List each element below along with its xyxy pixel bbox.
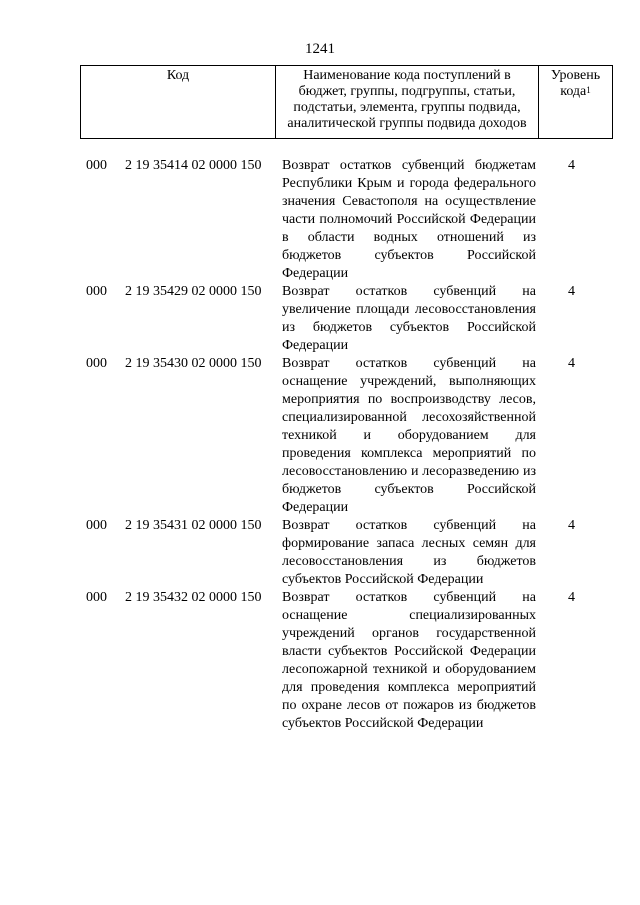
header-name-line: Наименование кода поступлений в <box>303 68 511 83</box>
header-level <box>539 66 612 138</box>
income-code: 2 19 35432 02 0000 150 <box>125 590 262 605</box>
header-name <box>276 66 539 138</box>
code-level: 4 <box>568 158 575 173</box>
income-name: Возврат остатков субвенций на оснащение учреждений, выполняющих мероприятия по воспроизводству лесов, специализированной лесохозяйственной техникой и оборудованием для проведения комплекса мероприятий по лесовосстановлению и лесоразведению из бюджетов субъектов Российской Федерации <box>282 356 536 515</box>
header-level-line2 <box>539 84 612 100</box>
header-name-line: аналитической группы подвида доходов <box>287 116 527 131</box>
income-code: 2 19 35414 02 0000 150 <box>125 158 262 173</box>
income-code: 2 19 35431 02 0000 150 <box>125 518 262 533</box>
admin-code: 000 <box>86 518 107 533</box>
table-row <box>80 157 613 283</box>
table-body <box>80 157 613 733</box>
code-level: 4 <box>568 284 575 299</box>
income-code: 2 19 35430 02 0000 150 <box>125 356 262 371</box>
income-name: Возврат остатков субвенций на оснащение специализированных учреждений органов государственной власти субъектов Российской Федерации лесопожарной техникой и оборудованием для проведения комплекса мероприятий по охране лесов от пожаров из бюджетов субъектов Российской Федерации <box>282 590 536 731</box>
table-row <box>80 283 613 355</box>
admin-code: 000 <box>86 284 107 299</box>
code-level: 4 <box>568 518 575 533</box>
header-code: Код <box>81 66 276 138</box>
admin-code: 000 <box>86 356 107 371</box>
admin-code: 000 <box>86 590 107 605</box>
income-name: Возврат остатков субвенций на формирование запаса лесных семян для лесовосстановления из бюджетов субъектов Российской Федерации <box>282 518 536 587</box>
code-level: 4 <box>568 356 575 371</box>
header-level-line1: Уровень <box>550 68 601 83</box>
header-name-line: бюджет, группы, подгруппы, статьи, <box>298 84 516 99</box>
income-name: Возврат остатков субвенций бюджетам Республики Крым и города федерального значения Севастополя на осуществление части полномочий Российской Федерации в области водных отношений из бюджетов субъектов Российской Федерации <box>282 158 536 281</box>
footnote-marker: 1 <box>586 85 591 95</box>
admin-code: 000 <box>86 158 107 173</box>
page-number: 1241 <box>305 41 335 57</box>
table-row <box>80 517 613 589</box>
code-level: 4 <box>568 590 575 605</box>
table-row <box>80 589 613 733</box>
income-code: 2 19 35429 02 0000 150 <box>125 284 262 299</box>
header-name-line: подстатьи, элемента, группы подвида, <box>293 100 521 115</box>
table-header <box>80 65 613 139</box>
income-name: Возврат остатков субвенций на увеличение площади лесовосстановления из бюджетов субъектов Российской Федерации <box>282 284 536 353</box>
header-level-word: кода <box>560 84 587 99</box>
table-row <box>80 355 613 517</box>
